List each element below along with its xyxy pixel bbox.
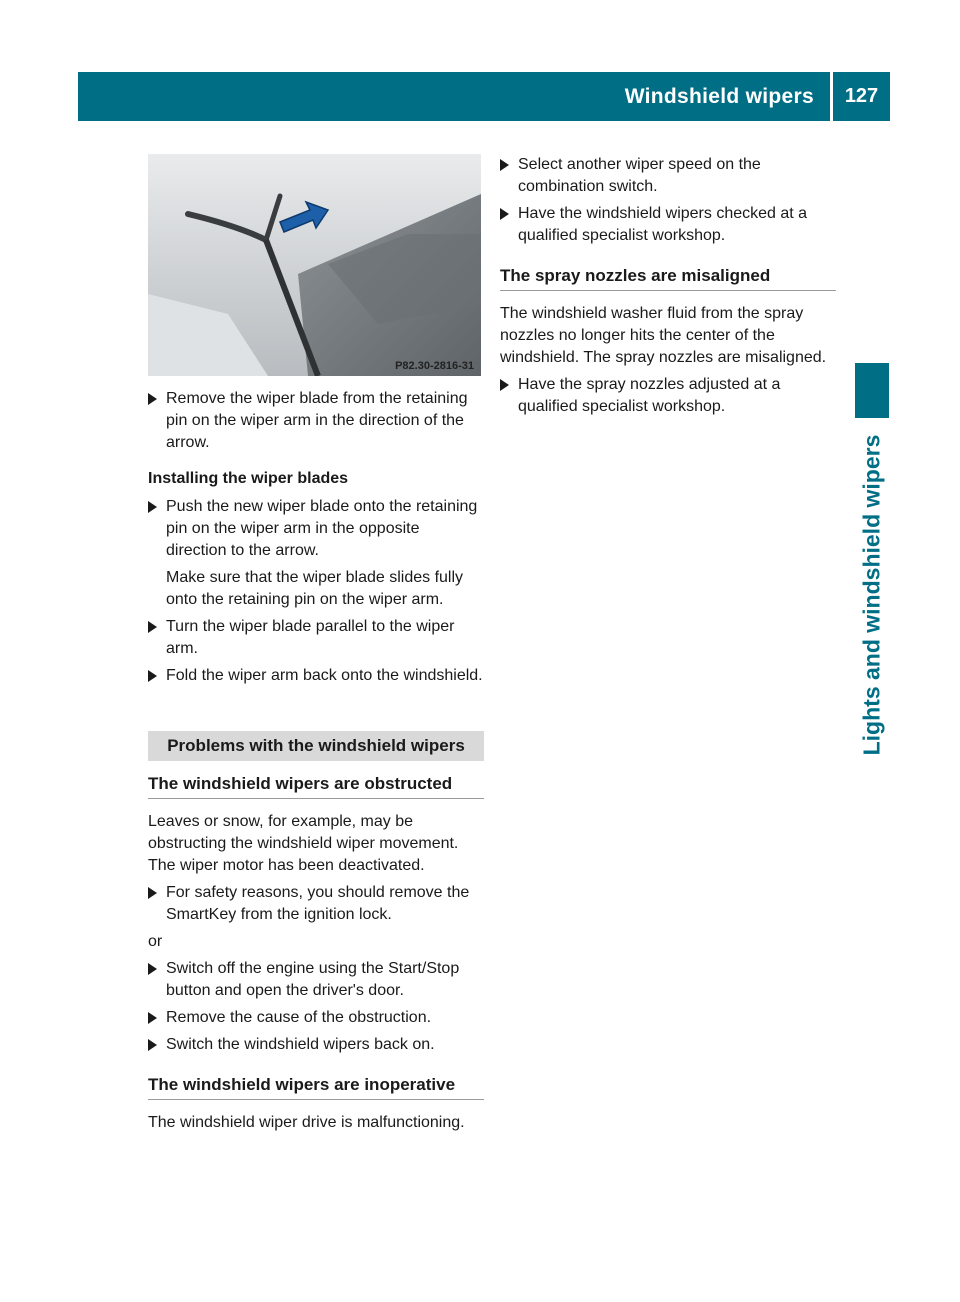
step-arrow-icon (148, 963, 157, 975)
instruction-step: For safety reasons, you should remove the SmartKey from the ignition lock. (148, 882, 484, 926)
instruction-step: Fold the wiper arm back onto the windshield. (148, 665, 484, 687)
nozzles-heading: The spray nozzles are misaligned (500, 265, 836, 291)
instruction-step: Remove the wiper blade from the retaining pin on the wiper arm in the direction of the arrow. (148, 388, 484, 454)
figure-code: P82.30-2816-31 (395, 360, 474, 372)
step-arrow-icon (500, 208, 509, 220)
step-arrow-icon (500, 379, 509, 391)
step-arrow-icon (148, 1039, 157, 1051)
section-title: Problems with the windshield wipers (148, 731, 484, 761)
instruction-step: Switch off the engine using the Start/Stop button and open the driver's door. (148, 958, 484, 1002)
obstructed-heading: The windshield wipers are obstructed (148, 773, 484, 799)
step-arrow-icon (148, 670, 157, 682)
instruction-step: Have the windshield wipers checked at a qualified specialist workshop. (500, 203, 836, 247)
installing-heading: Installing the wiper blades (148, 470, 349, 487)
step-arrow-icon (148, 621, 157, 633)
instruction-step: Switch the windshield wipers back on. (148, 1034, 484, 1056)
chapter-tab-marker (855, 363, 889, 418)
instruction-step: Turn the wiper blade parallel to the wiper arm. (148, 616, 484, 660)
left-column (148, 388, 484, 1139)
inoperative-text: The windshield wiper drive is malfunctioning. (148, 1114, 465, 1131)
step-arrow-icon (148, 393, 157, 405)
instruction-step: Select another wiper speed on the combination switch. (500, 154, 836, 198)
page-number: 127 (844, 85, 879, 107)
obstructed-text: Leaves or snow, for example, may be obstructing the windshield wiper movement. The wiper motor has been deactivated. (148, 813, 459, 874)
instruction-step: Have the spray nozzles adjusted at a qualified specialist workshop. (500, 374, 836, 418)
inoperative-heading: The windshield wipers are inoperative (148, 1074, 484, 1100)
right-column (500, 154, 836, 423)
step-arrow-icon (148, 887, 157, 899)
instruction-step: Push the new wiper blade onto the retaining pin on the wiper arm in the opposite direction to the arrow. (148, 496, 484, 562)
nozzles-text: The windshield washer fluid from the spray nozzles no longer hits the center of the windshield. The spray nozzles are misaligned. (500, 305, 827, 366)
step-note: Make sure that the wiper blade slides fully onto the retaining pin on the wiper arm. (166, 569, 464, 608)
wiper-blade-photo (148, 154, 481, 376)
step-arrow-icon (500, 159, 509, 171)
chapter-side-label: Lights and windshield wipers (858, 434, 885, 756)
instruction-step: Remove the cause of the obstruction. (148, 1007, 484, 1029)
step-arrow-icon (148, 1012, 157, 1024)
step-arrow-icon (148, 501, 157, 513)
or-text: or (148, 933, 163, 950)
page-title: Windshield wipers (624, 84, 814, 108)
wiper-illustration (148, 154, 481, 376)
